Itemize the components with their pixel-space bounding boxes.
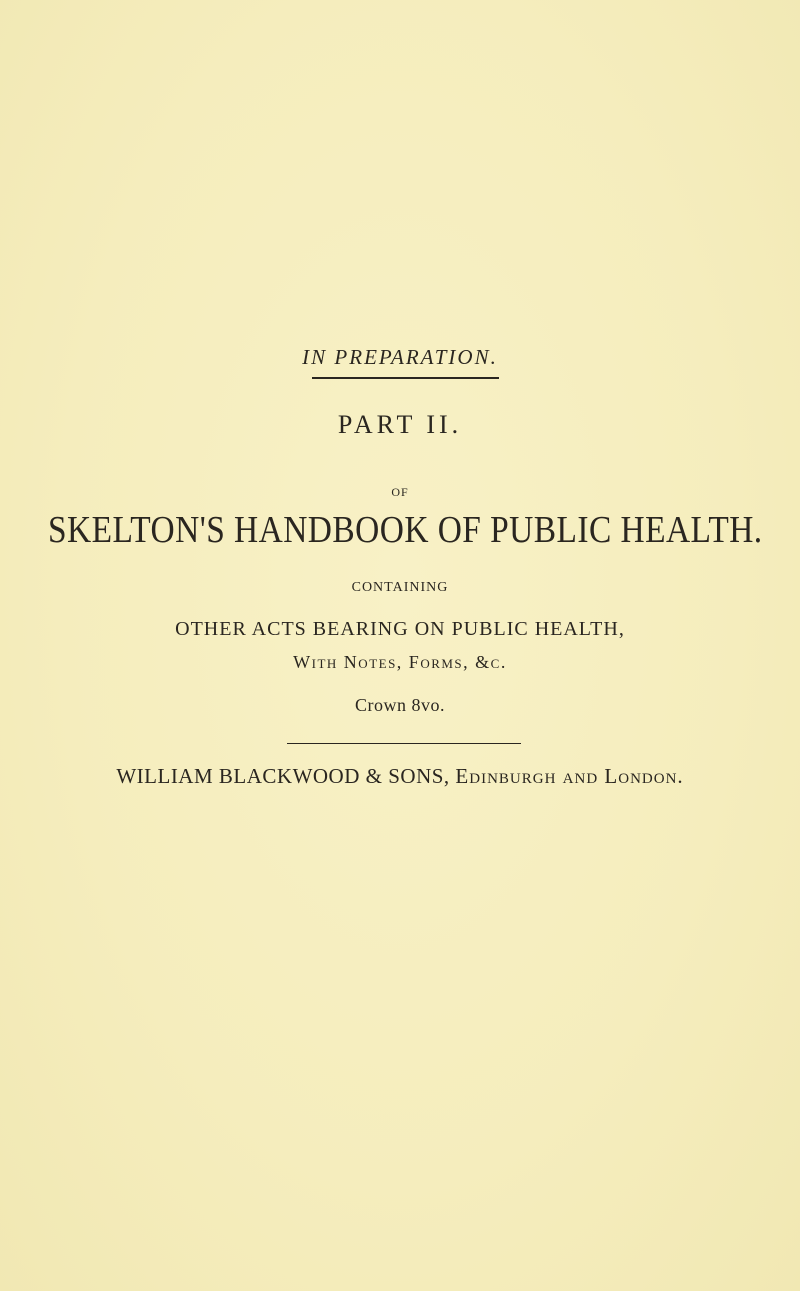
part-number: PART II. (337, 410, 463, 439)
section-divider (287, 743, 521, 744)
in-preparation-heading: IN PREPARATION. (302, 345, 498, 369)
book-title: SKELTON'S HANDBOOK OF PUBLIC HEALTH. (48, 509, 763, 551)
publisher-line (0, 764, 800, 789)
containing-label: CONTAINING (351, 580, 449, 595)
heading-underline (312, 377, 499, 379)
book-format: Crown 8vo. (355, 695, 445, 715)
publisher-location: Edinburgh and London. (455, 764, 684, 788)
notes-line: With Notes, Forms, &c. (293, 652, 507, 672)
of-connector: OF (391, 485, 409, 499)
book-subtitle: OTHER ACTS BEARING ON PUBLIC HEALTH, (175, 618, 625, 640)
publisher-name: WILLIAM BLACKWOOD & SONS, (116, 764, 450, 788)
